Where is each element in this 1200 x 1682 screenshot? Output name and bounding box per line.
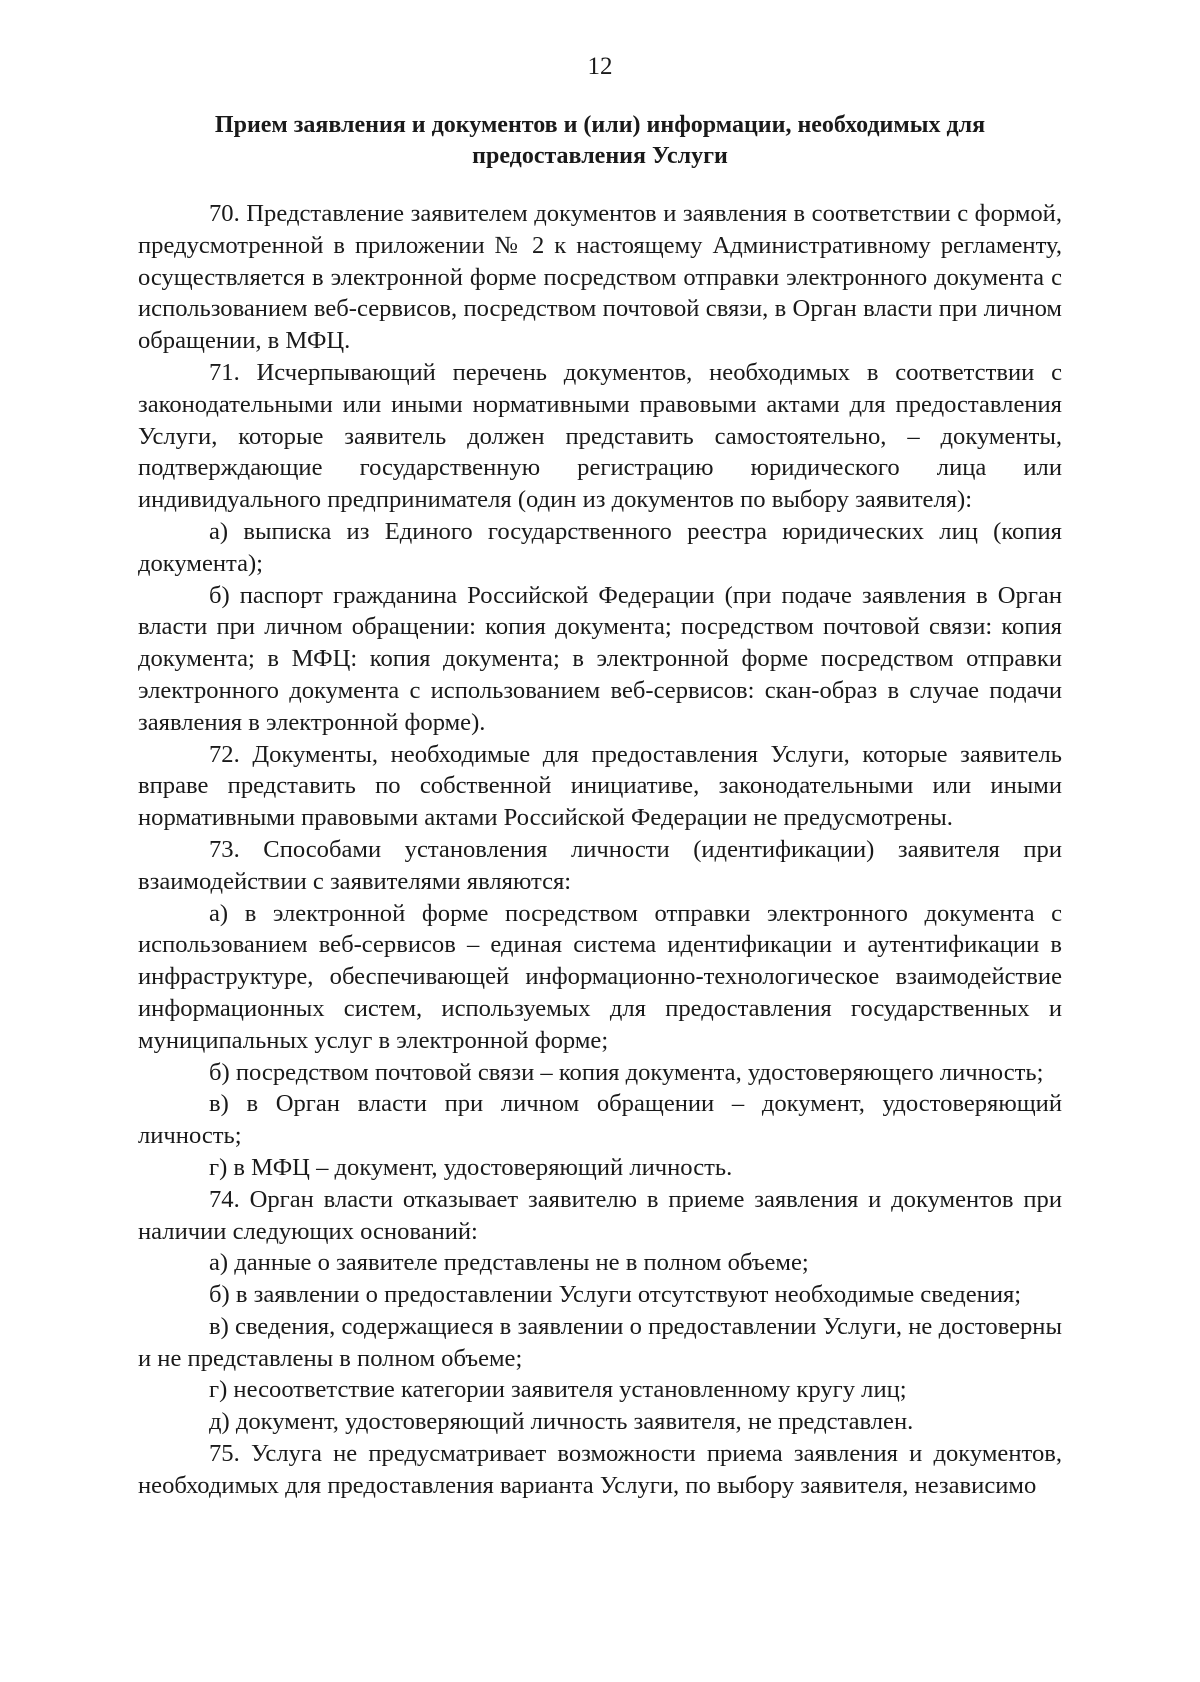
paragraph-73-a: а) в электронной форме посредством отправки электронного документа с использованием веб-сервисов – единая система идентификации и аутентификации в инфраструктуре, обеспечивающей информационно-технологическое взаимодействие информационных систем, используемых для предоставления государственных и муниципальных услуг в электронной форме; bbox=[138, 899, 1062, 1054]
page-number: 12 bbox=[587, 53, 613, 80]
paragraph-73-g: г) в МФЦ – документ, удостоверяющий личность. bbox=[209, 1153, 733, 1181]
paragraph-74-a: а) данные о заявителе представлены не в полном объеме; bbox=[209, 1249, 809, 1277]
paragraph-74-v: в) сведения, содержащиеся в заявлении о предоставлении Услуги, не достоверны и не представлены в полном объеме; bbox=[138, 1312, 1062, 1372]
paragraph-72: 72. Документы, необходимые для предоставления Услуги, которые заявитель вправе представить по собственной инициативе, законодательными или иными нормативными правовыми актами Российской Федерации не предусмотрены. bbox=[138, 740, 1062, 832]
document-body bbox=[138, 198, 1062, 1502]
paragraph-74-g: г) несоответствие категории заявителя установленному кругу лиц; bbox=[209, 1376, 907, 1404]
section-heading: Прием заявления и документов и (или) информации, необходимых для предоставления Услуги bbox=[214, 112, 986, 169]
paragraph-73-b: б) посредством почтовой связи – копия документа, удостоверяющего личность; bbox=[209, 1058, 1044, 1086]
paragraph-71-a: а) выписка из Единого государственного реестра юридических лиц (копия документа); bbox=[138, 517, 1062, 577]
paragraph-74-d: д) документ, удостоверяющий личность заявителя, не представлен. bbox=[209, 1408, 914, 1436]
paragraph-71: 71. Исчерпывающий перечень документов, необходимых в соответствии с законодательными или иными нормативными правовыми актами для предоставления Услуги, которые заявитель должен представить самостоятельно, – документы, подтверждающие государственную регистрацию юридического лица или индивидуального предпринимателя (один из документов по выбору заявителя): bbox=[138, 358, 1062, 514]
paragraph-75: 75. Услуга не предусматривает возможности приема заявления и документов, необходимых для предоставления варианта Услуги, по выбору заявителя, независимо bbox=[138, 1440, 1062, 1499]
paragraph-71-b: б) паспорт гражданина Российской Федерации (при подаче заявления в Орган власти при личном обращении: копия документа; посредством почтовой связи: копия документа; в МФЦ: копия документа; в электронной форме посредством отправки электронного документа с использованием веб-сервисов: скан-образ в случае подачи заявления в электронной форме). bbox=[138, 581, 1062, 736]
paragraph-73-v: в) в Орган власти при личном обращении – документ, удостоверяющий личность; bbox=[138, 1090, 1062, 1150]
paragraph-74: 74. Орган власти отказывает заявителю в приеме заявления и документов при наличии следующих оснований: bbox=[138, 1185, 1062, 1245]
paragraph-74-b: б) в заявлении о предоставлении Услуги отсутствуют необходимые сведения; bbox=[209, 1281, 1022, 1309]
paragraph-70: 70. Представление заявителем документов и заявления в соответствии с формой, предусмотренной в приложении № 2 к настоящему Административному регламенту, осуществляется в электронной форме посредством отправки электронного документа с использованием веб-сервисов, посредством почтовой связи, в Орган власти при личном обращении, в МФЦ. bbox=[138, 200, 1062, 355]
paragraph-73: 73. Способами установления личности (идентификации) заявителя при взаимодействии с заявителями являются: bbox=[138, 835, 1062, 895]
